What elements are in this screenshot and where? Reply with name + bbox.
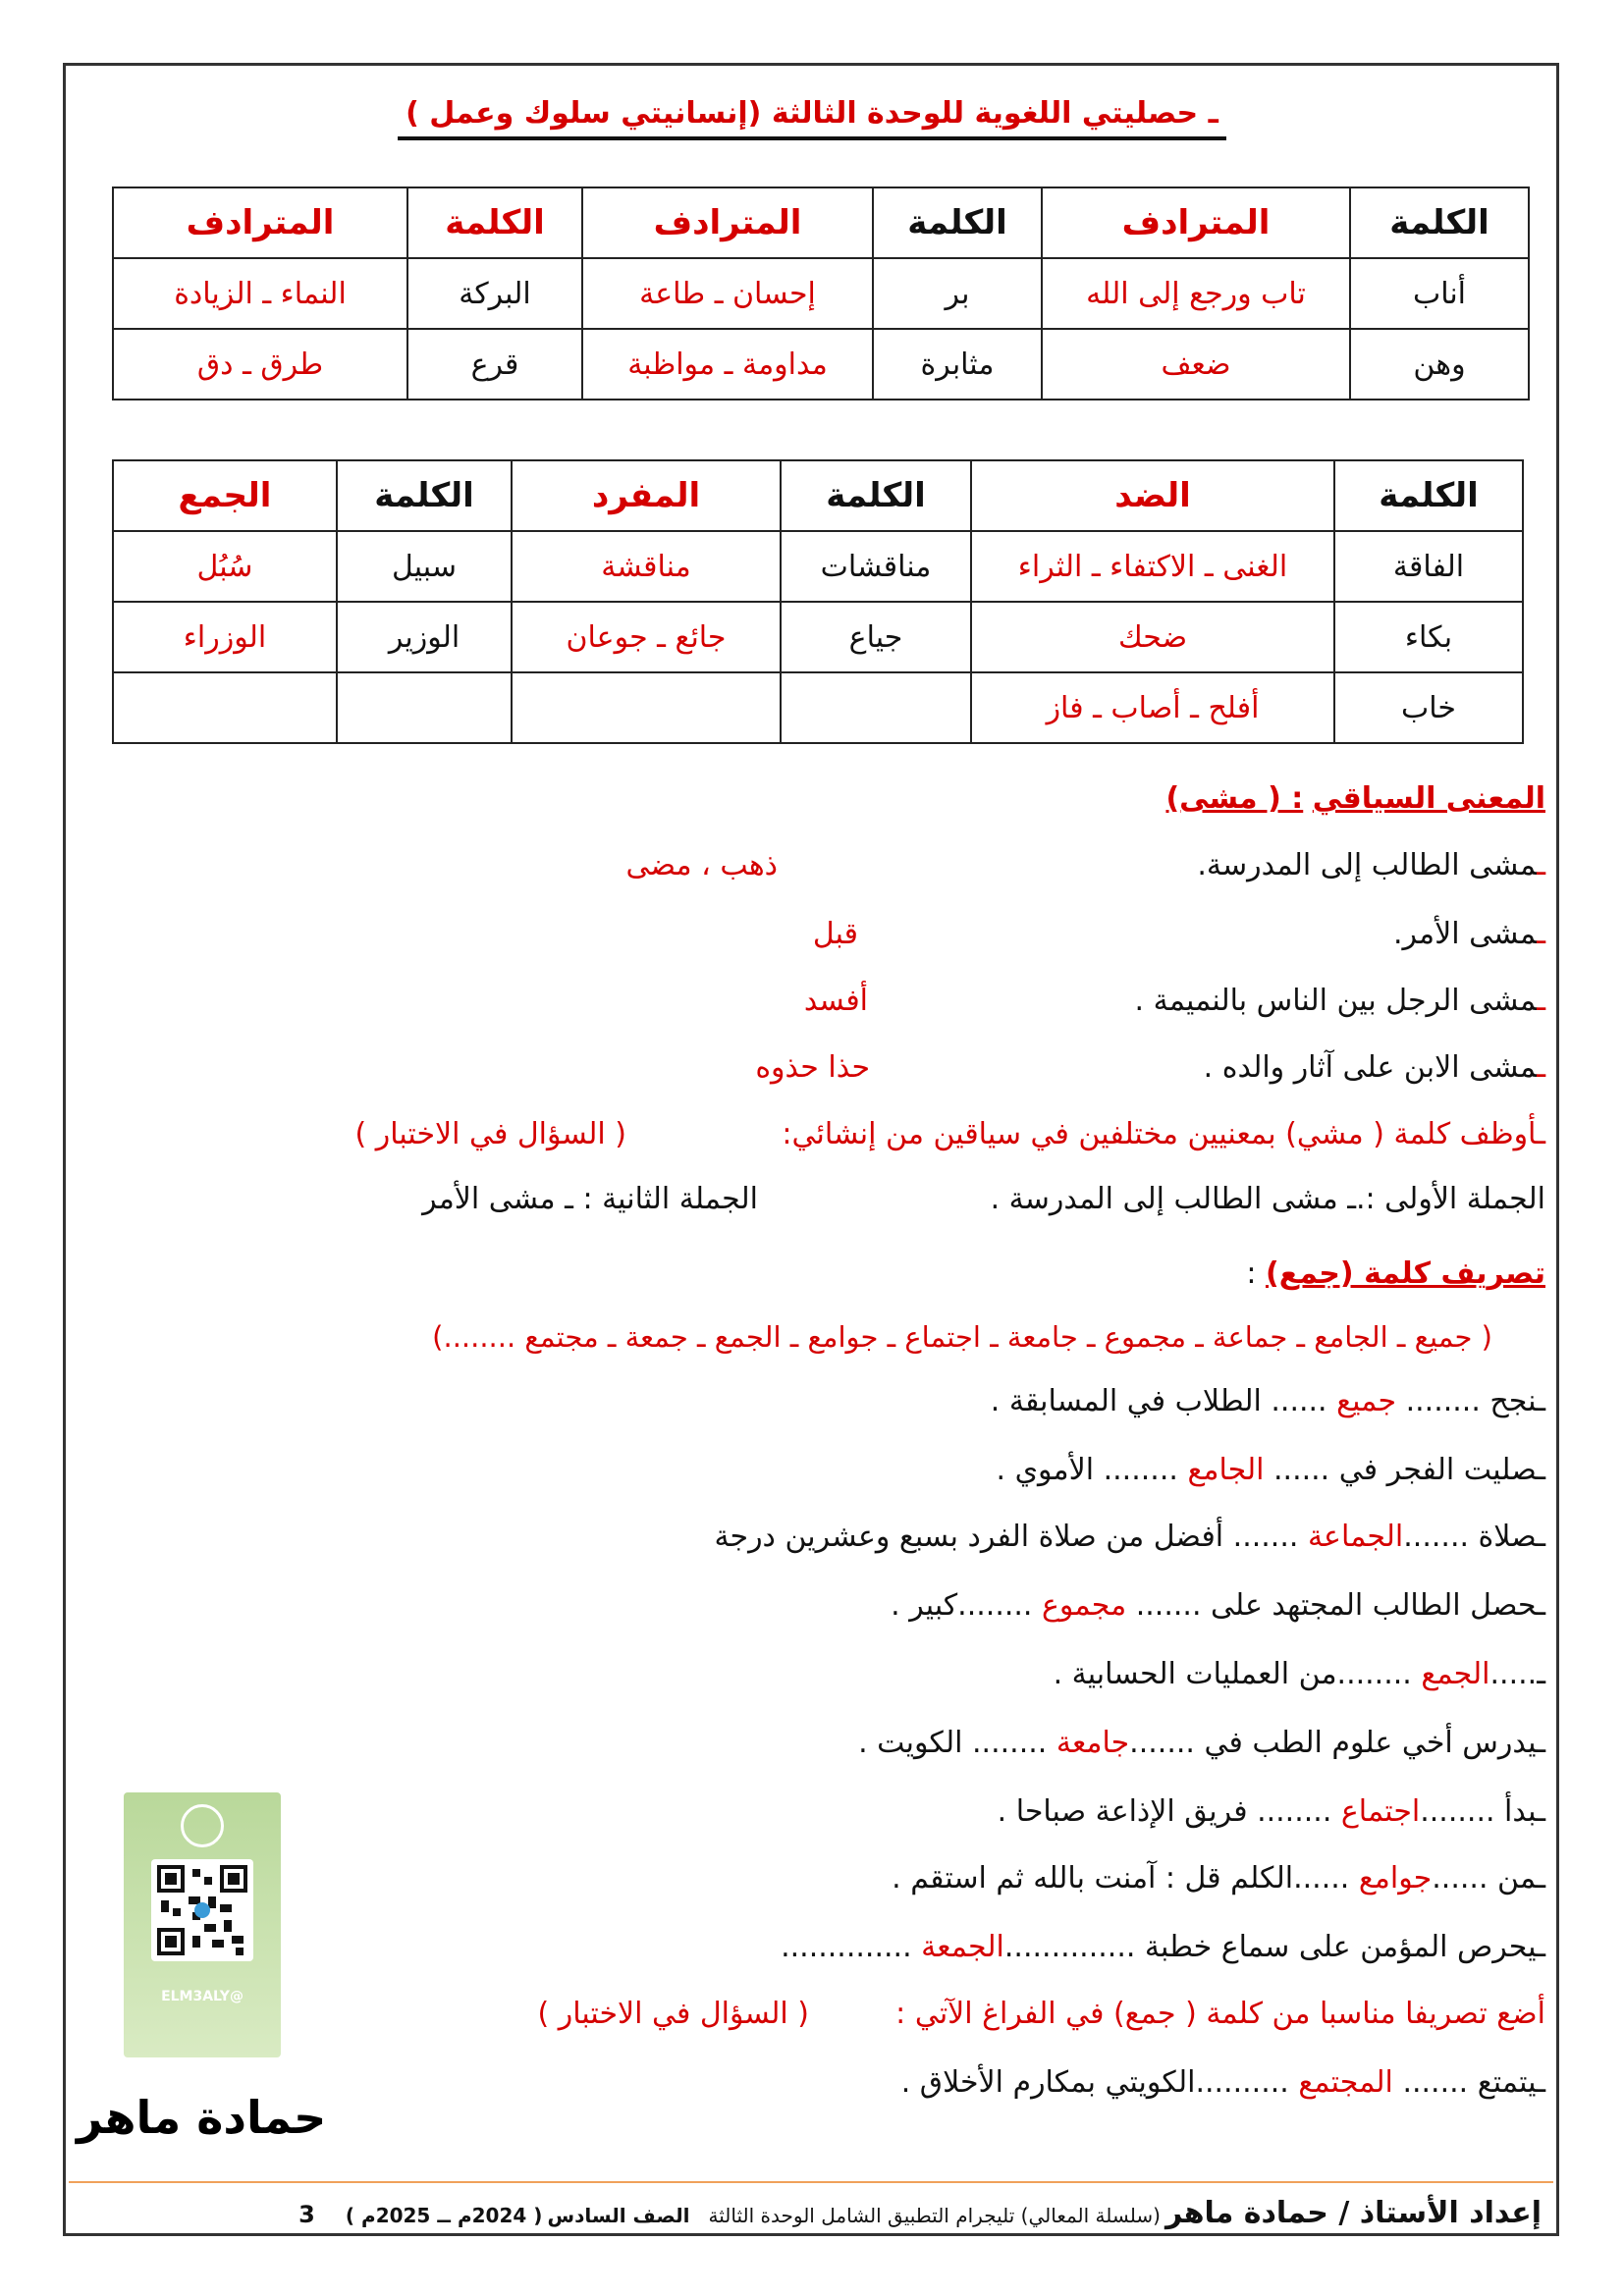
word-cell: الوزير	[337, 602, 512, 672]
fill-question: أضع تصريفا مناسبا من كلمة ( جمع) في الفراغ الآتي :	[895, 1997, 1545, 2031]
item-after: ........ الكويت .	[858, 1726, 1056, 1760]
header-word: الكلمة	[1350, 187, 1529, 258]
item-after: ..........الكويتي بمكارم الأخلاق .	[900, 2065, 1299, 2100]
item-after: ......الكلم قل : آمنت بالله ثم استقم .	[892, 1861, 1359, 1896]
synonym-cell: إحسان ـ طاعة	[582, 258, 873, 329]
context-item	[1135, 976, 1545, 1027]
conjugation-item	[714, 1512, 1545, 1563]
header-word: الكلمة	[873, 187, 1042, 258]
header-word: الكلمة	[1334, 460, 1523, 531]
header-singular: المفرد	[512, 460, 781, 531]
title-wrap	[0, 96, 1624, 140]
dash-marker: ـ	[1537, 848, 1545, 882]
item-answer: الجامع	[1187, 1453, 1265, 1487]
item-answer: جامعة	[1056, 1726, 1130, 1760]
dash-marker: ـ	[1537, 917, 1545, 951]
dash-marker: ـ	[1537, 1453, 1545, 1487]
conjugation-item	[991, 1376, 1545, 1427]
word-cell: البركة	[407, 258, 582, 329]
item-after: ...... الطلاب في المسابقة .	[990, 1384, 1337, 1418]
dash-marker: ـ	[1537, 1117, 1545, 1151]
word-cell: مناقشات	[781, 531, 971, 602]
item-answer: الجماعة	[1307, 1520, 1404, 1554]
conjugation-heading-tail: :	[1246, 1256, 1257, 1291]
item-before: من ......	[1432, 1861, 1538, 1896]
empty-cell	[337, 672, 512, 743]
word-cell: خاب	[1334, 672, 1523, 743]
word-cell: أناب	[1350, 258, 1529, 329]
header-synonym: المترادف	[113, 187, 407, 258]
item-answer: مجموع	[1042, 1588, 1127, 1623]
dash-marker: ـ	[1537, 1930, 1545, 1964]
dash-marker: ـ	[1537, 1050, 1545, 1085]
conjugation-item	[891, 1580, 1545, 1631]
context-answer: قبل	[812, 917, 858, 951]
word-cell: الفاقة	[1334, 531, 1523, 602]
dash-marker: ـ	[1537, 1384, 1545, 1418]
synonym-cell: ضعف	[1042, 329, 1350, 400]
qr-code[interactable]	[151, 1859, 253, 1961]
table-row	[113, 531, 1523, 602]
dash-marker: ـ	[1537, 984, 1545, 1018]
synonym-cell: مداومة ـ مواظبة	[582, 329, 873, 400]
synonyms-header-row	[113, 187, 1529, 258]
dash-marker: ـ	[1537, 1588, 1545, 1623]
item-answer: المجتمع	[1298, 2065, 1393, 2100]
item-answer: اجتماع	[1340, 1794, 1421, 1829]
footer	[298, 2194, 1542, 2237]
footer-rule	[69, 2181, 1553, 2183]
item-answer: جوامع	[1358, 1861, 1433, 1896]
footer-grade: الصف السادس	[547, 2204, 690, 2227]
context-meaning-heading-tail: : ( مشى)	[1165, 781, 1304, 816]
header-word: الكلمة	[337, 460, 512, 531]
conjugation-item	[997, 1445, 1546, 1496]
context-answer: حذا حذوه	[755, 1050, 870, 1085]
emblem-icon	[181, 1804, 224, 1847]
context-meaning-heading: المعنى السياقي	[1312, 781, 1545, 816]
antonym-cell: ضحك	[971, 602, 1334, 672]
item-before: بدأ ........	[1420, 1794, 1538, 1829]
word-cell: سبيل	[337, 531, 512, 602]
context-sentence: مشى الرجل بين الناس بالنميمة .	[1134, 984, 1538, 1018]
signature: حمادة ماهر	[77, 2091, 327, 2144]
dash-marker: ـ	[1537, 1520, 1545, 1554]
conjugation-item	[892, 1853, 1545, 1904]
item-after: ....... أفضل من صلاة الفرد بسبع وعشرين درجة	[714, 1520, 1308, 1554]
table-row	[113, 602, 1523, 672]
second-sentence: الجملة الثانية : ـ مشى الأمر	[422, 1182, 758, 1216]
qr-code-icon	[157, 1865, 247, 1955]
header-synonym: المترادف	[1042, 187, 1350, 258]
word-cell: جياع	[781, 602, 971, 672]
context-answer: ذهب ، مضى	[625, 848, 778, 882]
item-before: صليت الفجر في ......	[1264, 1453, 1538, 1487]
conjugation-item	[998, 1787, 1545, 1838]
context-sentence: مشى الأمر.	[1392, 917, 1538, 951]
word-cell: بر	[873, 258, 1042, 329]
header-plural: الجمع	[113, 460, 337, 531]
plural-cell: الوزراء	[113, 602, 337, 672]
dash-marker: ـ	[1537, 1861, 1545, 1896]
header-word: الكلمة	[407, 187, 582, 258]
item-before: يتمتع .......	[1392, 2065, 1538, 2100]
antonyms-table	[112, 459, 1524, 744]
footer-years: ( 2024م ــ 2025م )	[345, 2204, 543, 2227]
dash-marker: ـ	[1537, 2065, 1545, 2100]
table-row	[113, 672, 1523, 743]
employ-question	[782, 1109, 1545, 1160]
header-synonym: المترادف	[582, 187, 873, 258]
item-after: ........ فريق الإذاعة صباحا .	[997, 1794, 1341, 1829]
dash-marker: ـ	[1537, 1657, 1545, 1691]
footer-prep: إعداد الأستاذ / حمادة ماهر	[1165, 2196, 1542, 2230]
item-before: حصل الطالب المجتهد على .......	[1126, 1588, 1538, 1623]
antonym-cell: الغنى ـ الاكتفاء ـ الثراء	[971, 531, 1334, 602]
word-cell: قرع	[407, 329, 582, 400]
context-item	[1393, 909, 1545, 960]
qr-handle: @ELM3ALY	[161, 1989, 244, 2004]
conjugation-heading-line	[1246, 1249, 1545, 1300]
exam-note: ( السؤال في الاختبار )	[537, 1997, 809, 2031]
exam-note: ( السؤال في الاختبار )	[354, 1117, 626, 1151]
item-answer: جميع	[1336, 1384, 1397, 1418]
item-after: ........من العمليات الحسابية .	[1053, 1657, 1422, 1691]
item-after: ........كبير .	[891, 1588, 1042, 1623]
item-answer: الجمعة	[921, 1930, 1004, 1964]
item-before: صلاة .......	[1403, 1520, 1538, 1554]
context-meaning-heading-line	[1165, 774, 1545, 825]
employ-question-text: أوظف كلمة ( مشي) بمعنيين مختلفين في سياقين من إنشائي:	[782, 1117, 1538, 1151]
word-cell: بكاء	[1334, 602, 1523, 672]
first-sentence: الجملة الأولى :.ـ مشى الطالب إلى المدرسة .	[990, 1182, 1545, 1216]
conjugation-heading: تصريف كلمة (جمع)	[1265, 1256, 1545, 1291]
conjugation-forms: ( جميع ـ الجامع ـ جماعة ـ مجموع ـ جامعة ـ اجتماع ـ جوامع ـ الجمع ـ جمعة ـ مجتمع ........)	[432, 1320, 1492, 1354]
table-row	[113, 258, 1529, 329]
context-item	[1197, 840, 1545, 891]
word-cell: وهن	[1350, 329, 1529, 400]
context-answer: أفسد	[803, 984, 868, 1018]
empty-cell	[512, 672, 781, 743]
footer-series: (سلسلة المعالي) تليجرام التطبيق الشامل الوحدة الثالثة	[708, 2204, 1161, 2227]
dash-marker: ـ	[1537, 1794, 1545, 1829]
item-after: ..............	[781, 1930, 922, 1964]
conjugation-item	[858, 1718, 1545, 1769]
conjugation-item	[901, 2057, 1545, 2109]
item-before: يحرص المؤمن على سماع خطبة ..............	[1003, 1930, 1538, 1964]
page-title: ـ حصليتي اللغوية للوحدة الثالثة (إنسانيتي سلوك وعمل )	[398, 96, 1226, 140]
antonyms-header-row	[113, 460, 1523, 531]
item-before: يدرس أخي علوم الطب في .......	[1129, 1726, 1538, 1760]
context-sentence: مشى الابن على آثار والده .	[1203, 1050, 1538, 1085]
table-row	[113, 329, 1529, 400]
page-number: 3	[298, 2201, 315, 2228]
synonym-cell: طرق ـ دق	[113, 329, 407, 400]
word-cell: مثابرة	[873, 329, 1042, 400]
dash-marker: ـ	[1537, 1726, 1545, 1760]
synonym-cell: النماء ـ الزيادة	[113, 258, 407, 329]
item-after: ........ الأموي .	[996, 1453, 1188, 1487]
antonym-cell: أفلح ـ أصاب ـ فاز	[971, 672, 1334, 743]
singular-cell: جائع ـ جوعان	[512, 602, 781, 672]
item-before: نجح ........	[1396, 1384, 1538, 1418]
synonyms-table	[112, 187, 1530, 400]
synonym-cell: تاب ورجع إلى الله	[1042, 258, 1350, 329]
singular-cell: مناقشة	[512, 531, 781, 602]
empty-cell	[113, 672, 337, 743]
empty-cell	[781, 672, 971, 743]
header-antonym: الضد	[971, 460, 1334, 531]
context-sentence: مشى الطالب إلى المدرسة.	[1197, 848, 1538, 882]
plural-cell: سُبُل	[113, 531, 337, 602]
item-answer: الجمع	[1421, 1657, 1490, 1691]
conjugation-item	[781, 1922, 1545, 1973]
item-before: .....	[1489, 1657, 1538, 1691]
header-word: الكلمة	[781, 460, 971, 531]
qr-card	[124, 1792, 281, 2057]
conjugation-item	[1054, 1649, 1545, 1700]
context-item	[1204, 1042, 1545, 1094]
